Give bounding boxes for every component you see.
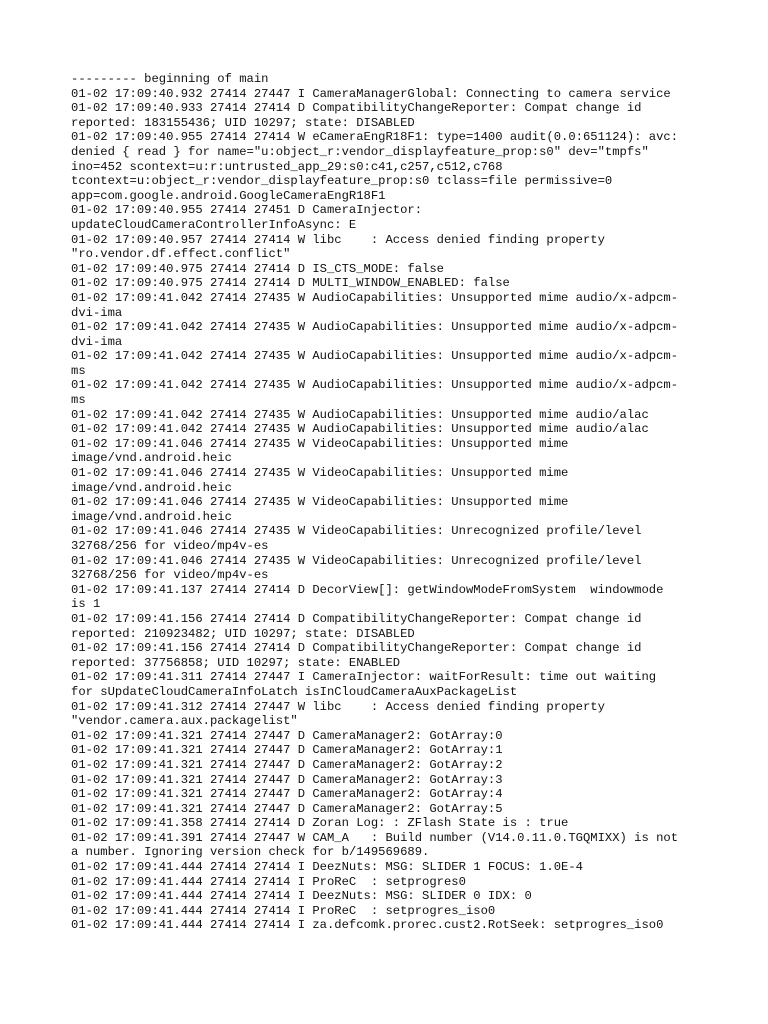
log-line: 01-02 17:09:41.042 27414 27435 W AudioCapabilities: Unsupported mime audio/x-adpcm- — [71, 320, 679, 335]
log-line: 01-02 17:09:41.311 27414 27447 I CameraInjector: waitForResult: time out waiting — [71, 670, 657, 685]
log-line: a number. Ignoring version check for b/149569689. — [71, 845, 430, 860]
log-line: denied { read } for name="u:object_r:vendor_displayfeature_prop:s0" dev="tmpfs" — [71, 144, 649, 159]
log-line: reported: 210923482; UID 10297; state: DISABLED — [71, 626, 415, 641]
log-line: 01-02 17:09:40.932 27414 27447 I CameraManagerGlobal: Connecting to camera service — [71, 86, 671, 101]
log-line: tcontext=u:object_r:vendor_displayfeature_prop:s0 tclass=file permissive=0 — [71, 174, 613, 189]
log-line: 01-02 17:09:41.321 27414 27447 D CameraManager2: GotArray:0 — [71, 728, 503, 743]
log-line: image/vnd.android.heic — [71, 509, 232, 524]
log-text-block — [71, 72, 711, 933]
log-line: 01-02 17:09:41.046 27414 27435 W VideoCapabilities: Unsupported mime — [71, 436, 569, 451]
log-line: 01-02 17:09:41.321 27414 27447 D CameraManager2: GotArray:2 — [71, 757, 503, 772]
log-line: 01-02 17:09:41.046 27414 27435 W VideoCapabilities: Unsupported mime — [71, 495, 569, 510]
log-line: is 1 — [71, 597, 101, 612]
log-line: image/vnd.android.heic — [71, 451, 232, 466]
log-line: 01-02 17:09:41.137 27414 27414 D DecorView[]: getWindowModeFromSystem windowmode — [71, 582, 664, 597]
log-line: 01-02 17:09:41.321 27414 27447 D CameraManager2: GotArray:3 — [71, 772, 503, 787]
log-line: 01-02 17:09:40.957 27414 27414 W libc : Access denied finding property — [71, 232, 605, 247]
log-line: ino=452 scontext=u:r:untrusted_app_29:s0:c41,c257,c512,c768 — [71, 159, 503, 174]
log-line: dvi-ima — [71, 305, 123, 320]
log-line: 01-02 17:09:40.933 27414 27414 D CompatibilityChangeReporter: Compat change id — [71, 101, 642, 116]
log-line: 01-02 17:09:41.046 27414 27435 W VideoCapabilities: Unrecognized profile/level — [71, 524, 642, 539]
log-line: 01-02 17:09:41.444 27414 27414 I ProReC : setprogres_iso0 — [71, 903, 496, 918]
log-line: 01-02 17:09:41.042 27414 27435 W AudioCapabilities: Unsupported mime audio/x-adpcm- — [71, 290, 679, 305]
log-line: 01-02 17:09:41.444 27414 27414 I DeezNuts: MSG: SLIDER 1 FOCUS: 1.0E-4 — [71, 860, 583, 875]
log-line: 01-02 17:09:41.444 27414 27414 I za.defcomk.prorec.cust2.RotSeek: setprogres_iso0 — [71, 918, 664, 933]
log-line: 01-02 17:09:41.042 27414 27435 W AudioCapabilities: Unsupported mime audio/x-adpcm- — [71, 349, 679, 364]
log-line: dvi-ima — [71, 334, 123, 349]
log-line: 01-02 17:09:40.955 27414 27451 D CameraInjector: — [71, 203, 423, 218]
log-line: 01-02 17:09:41.156 27414 27414 D CompatibilityChangeReporter: Compat change id — [71, 611, 642, 626]
log-line: 32768/256 for video/mp4v-es — [71, 539, 269, 553]
log-line: 01-02 17:09:41.321 27414 27447 D CameraManager2: GotArray:4 — [71, 787, 503, 802]
log-line: 01-02 17:09:41.046 27414 27435 W VideoCapabilities: Unrecognized profile/level — [71, 553, 642, 568]
log-line: 01-02 17:09:41.046 27414 27435 W VideoCapabilities: Unsupported mime — [71, 466, 569, 481]
log-line: 01-02 17:09:41.312 27414 27447 W libc : Access denied finding property — [71, 699, 605, 714]
log-line: 01-02 17:09:41.321 27414 27447 D CameraManager2: GotArray:1 — [71, 743, 503, 758]
log-line: 01-02 17:09:41.391 27414 27447 W CAM_A : Build number (V14.0.11.0.TGQMIXX) is not — [71, 830, 679, 845]
log-line: ms — [71, 363, 86, 378]
log-line: 01-02 17:09:40.975 27414 27414 D IS_CTS_MODE: false — [71, 261, 444, 276]
log-line: 01-02 17:09:41.156 27414 27414 D CompatibilityChangeReporter: Compat change id — [71, 641, 642, 656]
log-line: ms — [71, 393, 86, 408]
log-line: 01-02 17:09:41.042 27414 27435 W AudioCapabilities: Unsupported mime audio/x-adpcm- — [71, 378, 679, 393]
log-line: reported: 183155436; UID 10297; state: DISABLED — [71, 115, 415, 130]
log-line: reported: 37756858; UID 10297; state: ENABLED — [71, 655, 401, 670]
log-line: updateCloudCameraControllerInfoAsync: E — [71, 217, 357, 232]
log-line: image/vnd.android.heic — [71, 480, 232, 495]
log-line: 32768/256 for video/mp4v-es — [71, 568, 269, 583]
log-line: 01-02 17:09:41.358 27414 27414 D Zoran Log: : ZFlash State is : true — [71, 816, 569, 831]
log-line: 01-02 17:09:41.321 27414 27447 D CameraManager2: GotArray:5 — [71, 801, 503, 816]
log-line: 01-02 17:09:41.444 27414 27414 I DeezNuts: MSG: SLIDER 0 IDX: 0 — [71, 889, 532, 904]
log-line: "ro.vendor.df.effect.conflict" — [71, 247, 291, 262]
log-line: 01-02 17:09:40.975 27414 27414 D MULTI_WINDOW_ENABLED: false — [71, 276, 510, 291]
log-line: 01-02 17:09:41.444 27414 27414 I ProReC : setprogres0 — [71, 874, 466, 889]
log-line: 01-02 17:09:41.042 27414 27435 W AudioCapabilities: Unsupported mime audio/alac — [71, 422, 649, 437]
log-line: "vendor.camera.aux.packagelist" — [71, 714, 298, 729]
log-line: 01-02 17:09:41.042 27414 27435 W AudioCapabilities: Unsupported mime audio/alac — [71, 407, 649, 422]
log-line: for sUpdateCloudCameraInfoLatch isInCloudCameraAuxPackageList — [71, 684, 518, 699]
log-line: 01-02 17:09:40.955 27414 27414 W eCameraEngR18F1: type=1400 audit(0.0:651124): avc: — [71, 130, 679, 145]
log-line: app=com.google.android.GoogleCameraEngR18F1 — [71, 188, 386, 203]
log-line: --------- beginning of main — [71, 72, 269, 86]
